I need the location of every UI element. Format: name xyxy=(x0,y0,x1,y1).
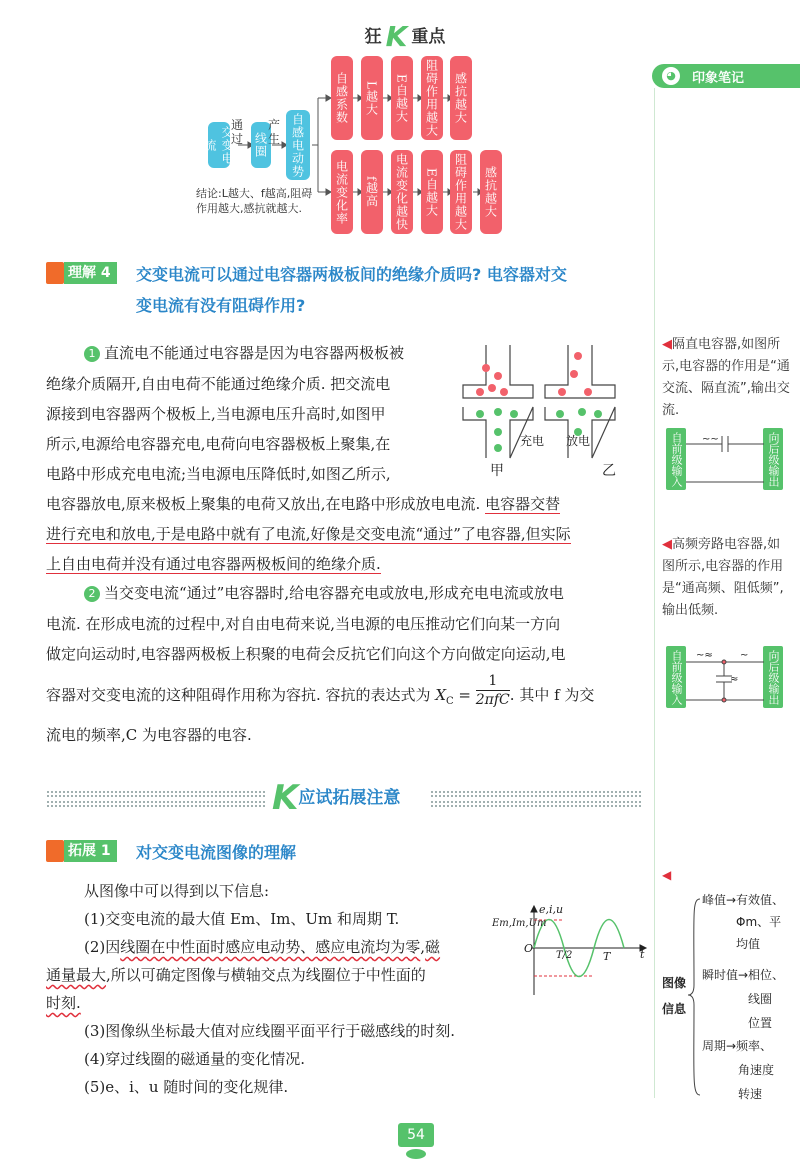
para2-l1: 当交变电流“通过”电容器时,给电容器充电或放电,形成充电电流或放电 xyxy=(104,584,564,602)
capacitor-figure xyxy=(458,340,648,480)
mind-b1: 瞬时值→相位、 xyxy=(702,968,785,982)
info-intro: 从图像中可以得到以下信息: xyxy=(84,882,270,900)
mind-branch-peak xyxy=(702,889,798,955)
para1-l6b: 电容器交替 xyxy=(485,495,561,513)
mind-c1: 周期→频率、 xyxy=(702,1039,773,1053)
para1-l8: 上自由电荷并没有通过电容器两极板间的绝缘介质. xyxy=(46,555,381,573)
mind-root-1: 图像 xyxy=(662,976,687,990)
para1-line5: 电路中形成充电电流;当电源电压降低时,如图乙所示, xyxy=(46,465,391,483)
band-dots-right xyxy=(430,790,642,798)
sec1-title-line1: 交变电流可以通过电容器两极板间的绝缘介质吗? 电容器对交 xyxy=(136,265,567,284)
flow-bottom-1: 电流变化率 xyxy=(331,150,353,234)
flow-node-coil: 线圈 xyxy=(251,122,271,168)
side-tab-label: 印象笔记 xyxy=(692,71,745,86)
para1-line1 xyxy=(84,338,464,369)
para1-l1: 直流电不能通过电容器是因为电容器两极板被 xyxy=(104,344,405,362)
sec1-tag xyxy=(46,262,117,288)
band-dots-left xyxy=(46,790,266,798)
xc-subscript: C xyxy=(446,696,454,707)
header-left: 狂 xyxy=(364,27,382,47)
note1-input-label: 自前级输入 xyxy=(666,428,686,490)
page-leaf-icon xyxy=(406,1149,426,1159)
mind-c2: 角速度 xyxy=(738,1063,775,1077)
para2-line2: 电流. 在形成电流的过程中,对自由电荷来说,当电源的电压推动它们向某一方向 xyxy=(46,615,561,633)
flow-top-1: 自感系数 xyxy=(331,56,353,140)
mind-c3: 转速 xyxy=(738,1087,763,1101)
side-divider xyxy=(654,88,655,1098)
mind-b2: 线圈 xyxy=(748,992,773,1006)
fig-charge-label: 充电 xyxy=(520,434,545,448)
flow-bottom-3: 电流变化越快 xyxy=(391,150,413,234)
note1-signal: ~~ xyxy=(702,434,719,445)
info-item-4: (4)穿过线圈的磁通量的变化情况. xyxy=(84,1050,306,1068)
para2-l4b: . 其中 f 为交 xyxy=(509,686,595,704)
info-item-5: (5)e、i、u 随时间的变化规律. xyxy=(84,1078,289,1096)
note2-input-label: 自前级输入 xyxy=(666,646,686,708)
fig-yi-label: 乙 xyxy=(602,463,616,479)
para1-number: 1 xyxy=(84,346,100,362)
equals-sign: = xyxy=(453,686,476,704)
info-item-2 xyxy=(84,932,544,963)
mind-b3: 位置 xyxy=(748,1016,773,1030)
info-2e: 通量最大 xyxy=(46,966,107,984)
note2-signal-bypass: ≈ xyxy=(730,674,739,685)
page-number: 54 xyxy=(398,1123,434,1147)
note2-arrow-icon: ◀ xyxy=(662,537,672,552)
mind-a1: 峰值→有效值、 xyxy=(702,893,785,907)
flow-top-3: E自越大 xyxy=(391,56,413,140)
info-item-2-end xyxy=(46,988,536,1019)
note1-text: 隔直电容器,如图所示,电容器的作用是“通交流、隔直流”,输出交流. xyxy=(662,337,790,418)
flow-bottom-2: f越高 xyxy=(361,150,383,234)
info-2g: 时刻. xyxy=(46,994,81,1012)
band-dots-left-2 xyxy=(46,800,266,808)
band-k-logo: K xyxy=(272,778,299,818)
info-2b: 线圈在中性面时感应电动势、感应电流均为零 xyxy=(120,938,421,956)
flow-bottom-5: 阻碍作用越大 xyxy=(450,150,472,234)
flow-bottom-6: 感抗越大 xyxy=(480,150,502,234)
info-2f: ,所以可确定图像与横轴交点为线圈位于中性面的 xyxy=(106,966,426,984)
sec2-tag-label: 拓展 1 xyxy=(64,840,117,862)
fig-jia-label: 甲 xyxy=(490,463,504,479)
para1-line8 xyxy=(46,549,646,580)
flow-bottom-4: E自越大 xyxy=(421,150,443,234)
graph-half-period: T/2 xyxy=(556,950,573,961)
mind-root xyxy=(662,970,686,1022)
para1-line2: 绝缘介质隔开,自由电荷不能通过绝缘介质. 把交流电 xyxy=(46,375,391,393)
graph-y-label: e,i,u xyxy=(539,903,564,916)
para2-line5: 流电的频率,C 为电容器的电容. xyxy=(46,726,252,744)
side-tab xyxy=(652,64,800,88)
para2-line3: 做定向运动时,电容器两极板上积聚的电荷会反抗它们向这个方向做定向运动,电 xyxy=(46,645,566,663)
flow-node-self-emf: 自感电动势 xyxy=(286,110,310,180)
sec2-tag xyxy=(46,840,117,866)
mind-branch-period xyxy=(702,1034,798,1106)
band-title-text: 应试拓展注意 xyxy=(298,788,401,808)
info-2d: 磁 xyxy=(425,938,441,956)
flow-top-4: 阻碍作用越大 xyxy=(421,56,443,140)
flow-label-produce: 产生 xyxy=(268,118,281,146)
graph-max-label: Em,Im,Um xyxy=(492,918,547,929)
fig-discharge-label: 放电 xyxy=(566,434,591,448)
mind-a2: Φm、平 xyxy=(736,915,782,929)
info-2c: , xyxy=(420,938,426,956)
xc-symbol: X xyxy=(435,686,446,704)
band-title xyxy=(272,778,400,818)
graph-origin: O xyxy=(524,942,534,955)
header-k-logo: K xyxy=(385,20,408,53)
para2-line4 xyxy=(46,672,650,718)
note2-signal-in: ~≈ xyxy=(696,650,713,661)
para2-number: 2 xyxy=(84,586,100,602)
note-bypass-capacitor xyxy=(662,534,790,622)
flow-top-5: 感抗越大 xyxy=(450,56,472,140)
para2-line1 xyxy=(84,578,650,609)
info-item-2-cont xyxy=(46,960,536,991)
sec2-title: 对交变电流图像的理解 xyxy=(136,843,297,862)
mind-a3: 均值 xyxy=(736,937,761,951)
para1-l6a: 电容器放电,原来极板上聚集的电荷又放出,在电路中形成放电电流. xyxy=(46,495,486,513)
fraction-numerator: 1 xyxy=(476,672,510,691)
note1-circuit xyxy=(686,430,764,490)
book-icon xyxy=(46,262,64,284)
flow-node-ac: 交变电流 xyxy=(208,122,230,168)
elephant-icon: ◕ xyxy=(662,67,680,85)
info-2a: (2)因 xyxy=(84,938,121,956)
fraction-denominator: 2πfC xyxy=(475,691,510,708)
flow-conclusion: 结论:L越大、f越高,阻碍作用越大,感抗就越大. xyxy=(196,187,313,215)
header-right: 重点 xyxy=(411,27,446,47)
note2-text: 高频旁路电容器,如图所示,电容器的作用是“通高频、阻低频”,输出低频. xyxy=(662,537,784,618)
para1-line6 xyxy=(46,489,646,520)
chapter-header xyxy=(340,20,470,53)
graph-t-label: t xyxy=(640,948,645,961)
note2-output-label: 向后级输出 xyxy=(763,646,783,708)
mind-branch-instant xyxy=(702,963,798,1035)
para1-line3: 源接到电容器两个极板上,当电源电压升高时,如图甲 xyxy=(46,405,386,423)
band-dots-right-2 xyxy=(430,800,642,808)
mind-root-2: 信息 xyxy=(662,1002,687,1016)
flow-top-2: L越大 xyxy=(361,56,383,140)
mind-arrow-icon: ◀ xyxy=(662,868,672,882)
note2-signal-out: ~ xyxy=(740,650,749,661)
note1-arrow-icon: ◀ xyxy=(662,337,672,352)
graph-period: T xyxy=(603,950,611,963)
info-item-3: (3)图像纵坐标最大值对应线圈平面平行于磁感线的时刻. xyxy=(84,1022,456,1040)
sec1-tag-label: 理解 4 xyxy=(64,262,117,284)
para1-line4: 所示,电源给电容器充电,电荷向电容器极板上聚集,在 xyxy=(46,435,391,453)
note-blocking-capacitor xyxy=(662,334,790,422)
sec1-title-line2: 变电流有没有阻碍作用? xyxy=(136,296,306,315)
xc-fraction xyxy=(476,672,510,709)
note1-output-label: 向后级输出 xyxy=(763,428,783,490)
book-icon-2 xyxy=(46,840,64,862)
info-item-1: (1)交变电流的最大值 Em、Im、Um 和周期 T. xyxy=(84,910,400,928)
para2-l4a: 容器对交变电流的这种阻碍作用称为容抗. 容抗的表达式为 xyxy=(46,686,436,704)
flow-label-pass: 通过 xyxy=(231,118,244,146)
para1-l7: 进行充电和放电,于是电路中就有了电流,好像是交变电流“通过”了电容器,但实际 xyxy=(46,525,571,543)
para1-line7 xyxy=(46,519,646,550)
